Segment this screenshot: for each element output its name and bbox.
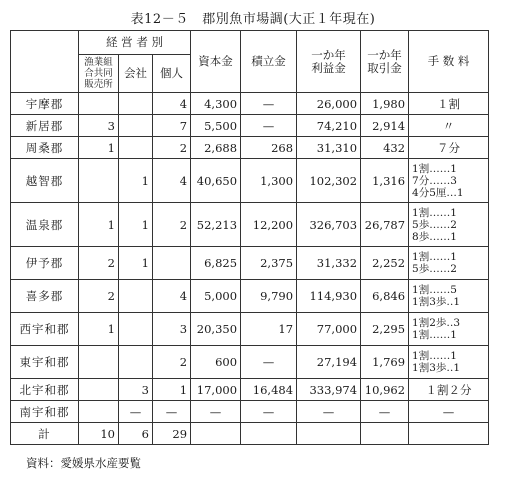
individual-cell: 3: [153, 313, 191, 346]
header-sales-line1: 一か年: [367, 47, 402, 62]
profit-cell: 31,310: [297, 137, 361, 159]
fee-line: 5歩……2: [412, 218, 457, 231]
sales-cell: 2,914: [361, 115, 409, 137]
table-title: 表12－５ 郡別魚市場調(大正１年現在): [130, 12, 376, 27]
sales-cell: —: [361, 401, 409, 423]
district-cell: 伊予郡: [11, 247, 79, 280]
coop-cell: 2: [79, 280, 119, 313]
table-row: [11, 159, 489, 203]
company-cell: [119, 346, 153, 379]
capital-cell: 6,825: [191, 247, 241, 280]
capital-cell: 4,300: [191, 93, 241, 115]
individual-cell: 1: [153, 379, 191, 401]
profit-cell: 31,332: [297, 247, 361, 280]
fee-line: 5歩……2: [412, 263, 457, 275]
header-profit-line1: 一か年: [311, 47, 346, 62]
fee-cell: [409, 159, 489, 203]
sales-cell: 1,769: [361, 346, 409, 379]
table-row: [11, 423, 489, 445]
fee-cell: [409, 423, 489, 445]
fee-line: 1割……5: [412, 284, 457, 296]
reserve-cell: 16,484: [241, 379, 297, 401]
table-row: [11, 313, 489, 346]
coop-cell: [79, 401, 119, 423]
header-profit-line2: 利益金: [311, 60, 346, 75]
district-cell: 喜多郡: [11, 280, 79, 313]
company-cell: 3: [119, 379, 153, 401]
capital-cell: 20,350: [191, 313, 241, 346]
profit-cell: 333,974: [297, 379, 361, 401]
profit-cell: [297, 423, 361, 445]
capital-cell: 2,688: [191, 137, 241, 159]
sales-cell: 1,980: [361, 93, 409, 115]
table-row: [11, 203, 489, 247]
sales-cell: 26,787: [361, 203, 409, 247]
company-cell: [119, 280, 153, 313]
coop-cell: 1: [79, 313, 119, 346]
company-cell: [119, 313, 153, 346]
header-capital: 資本金: [191, 31, 241, 93]
district-cell: 東宇和郡: [11, 346, 79, 379]
fee-cell: [409, 247, 489, 280]
fee-line: 1割……1: [412, 251, 457, 263]
table-row: [11, 93, 489, 115]
capital-cell: 17,000: [191, 379, 241, 401]
coop-cell: 1: [79, 203, 119, 247]
header-individual: 個人: [153, 55, 191, 93]
capital-cell: —: [191, 401, 241, 423]
sales-cell: 2,295: [361, 313, 409, 346]
capital-cell: 600: [191, 346, 241, 379]
header-company: 会社: [119, 55, 153, 93]
district-cell: 西宇和郡: [11, 313, 79, 346]
profit-cell: 26,000: [297, 93, 361, 115]
fee-cell: １割: [409, 93, 489, 115]
sales-cell: 432: [361, 137, 409, 159]
coop-cell: 1: [79, 137, 119, 159]
individual-cell: 2: [153, 203, 191, 247]
table-row: [11, 280, 489, 313]
profit-cell: 326,703: [297, 203, 361, 247]
table-row: [11, 115, 489, 137]
profit-cell: 102,302: [297, 159, 361, 203]
coop-cell: [79, 379, 119, 401]
profit-cell: 77,000: [297, 313, 361, 346]
reserve-cell: —: [241, 115, 297, 137]
fish-market-table: [10, 30, 489, 445]
fee-line: 7分……3: [412, 174, 457, 187]
fee-line: 1割3歩‥1: [412, 296, 461, 308]
reserve-cell: [241, 423, 297, 445]
district-cell: 宇摩郡: [11, 93, 79, 115]
header-sales: [361, 31, 409, 93]
reserve-cell: 9,790: [241, 280, 297, 313]
header-coop: 漁業組合共同販売所: [79, 55, 119, 93]
district-cell: 温泉郡: [11, 203, 79, 247]
fee-line: 1割3歩‥1: [412, 362, 461, 374]
company-cell: 1: [119, 247, 153, 280]
district-cell: 北宇和郡: [11, 379, 79, 401]
fee-cell: [409, 280, 489, 313]
company-cell: 6: [119, 423, 153, 445]
fee-cell: [409, 346, 489, 379]
coop-cell: 3: [79, 115, 119, 137]
reserve-cell: —: [241, 346, 297, 379]
coop-cell: [79, 346, 119, 379]
coop-cell: 10: [79, 423, 119, 445]
profit-cell: 114,930: [297, 280, 361, 313]
reserve-cell: 268: [241, 137, 297, 159]
sales-cell: 1,316: [361, 159, 409, 203]
reserve-cell: 12,200: [241, 203, 297, 247]
district-cell: 周桑郡: [11, 137, 79, 159]
individual-cell: [153, 247, 191, 280]
fee-line: 1割……1: [412, 329, 457, 341]
sales-cell: [361, 423, 409, 445]
district-cell: 越智郡: [11, 159, 79, 203]
individual-cell: 2: [153, 346, 191, 379]
source-note: 資料：愛媛県水産要覧: [26, 456, 141, 470]
reserve-cell: 17: [241, 313, 297, 346]
fee-line: 1割2歩‥3: [412, 317, 461, 329]
sales-cell: 2,252: [361, 247, 409, 280]
fee-cell: １割２分: [409, 379, 489, 401]
table-row: [11, 346, 489, 379]
header-management: 経 営 者 別: [79, 31, 191, 55]
table-row: [11, 137, 489, 159]
reserve-cell: 1,300: [241, 159, 297, 203]
capital-cell: 40,650: [191, 159, 241, 203]
sales-cell: 6,846: [361, 280, 409, 313]
capital-cell: 5,000: [191, 280, 241, 313]
individual-cell: 7: [153, 115, 191, 137]
fee-cell: [409, 313, 489, 346]
fee-line: 8歩……1: [412, 230, 457, 243]
capital-cell: 5,500: [191, 115, 241, 137]
profit-cell: —: [297, 401, 361, 423]
coop-cell: 2: [79, 247, 119, 280]
header-corner: [11, 31, 79, 93]
capital-cell: 52,213: [191, 203, 241, 247]
reserve-cell: —: [241, 93, 297, 115]
individual-cell: 2: [153, 137, 191, 159]
individual-cell: 4: [153, 280, 191, 313]
coop-cell: [79, 159, 119, 203]
company-cell: [119, 115, 153, 137]
header-profit: [297, 31, 361, 93]
company-cell: —: [119, 401, 153, 423]
header-sales-line2: 取引金: [367, 60, 402, 75]
coop-cell: [79, 93, 119, 115]
sales-cell: 10,962: [361, 379, 409, 401]
company-cell: [119, 93, 153, 115]
fee-cell: 〃: [409, 115, 489, 137]
capital-cell: [191, 423, 241, 445]
fee-line: 1割……1: [412, 206, 457, 219]
individual-cell: 4: [153, 93, 191, 115]
fee-cell: ７分: [409, 137, 489, 159]
individual-cell: 29: [153, 423, 191, 445]
fee-line: 1割……1: [412, 162, 457, 175]
individual-cell: —: [153, 401, 191, 423]
fee-line: 4分5厘…1: [412, 186, 464, 199]
fee-cell: [409, 203, 489, 247]
company-cell: [119, 137, 153, 159]
reserve-cell: —: [241, 401, 297, 423]
profit-cell: 27,194: [297, 346, 361, 379]
table-row: [11, 247, 489, 280]
table-body: [11, 93, 489, 445]
profit-cell: 74,210: [297, 115, 361, 137]
table-row: [11, 379, 489, 401]
header-fee: 手 数 料: [409, 31, 489, 93]
district-cell: 新居郡: [11, 115, 79, 137]
district-cell: 南宇和郡: [11, 401, 79, 423]
header-reserve: 積立金: [241, 31, 297, 93]
fee-line: 1割……1: [412, 350, 457, 362]
fee-cell: —: [409, 401, 489, 423]
district-cell: 計: [11, 423, 79, 445]
company-cell: 1: [119, 203, 153, 247]
company-cell: 1: [119, 159, 153, 203]
table-row: [11, 401, 489, 423]
reserve-cell: 2,375: [241, 247, 297, 280]
individual-cell: 4: [153, 159, 191, 203]
